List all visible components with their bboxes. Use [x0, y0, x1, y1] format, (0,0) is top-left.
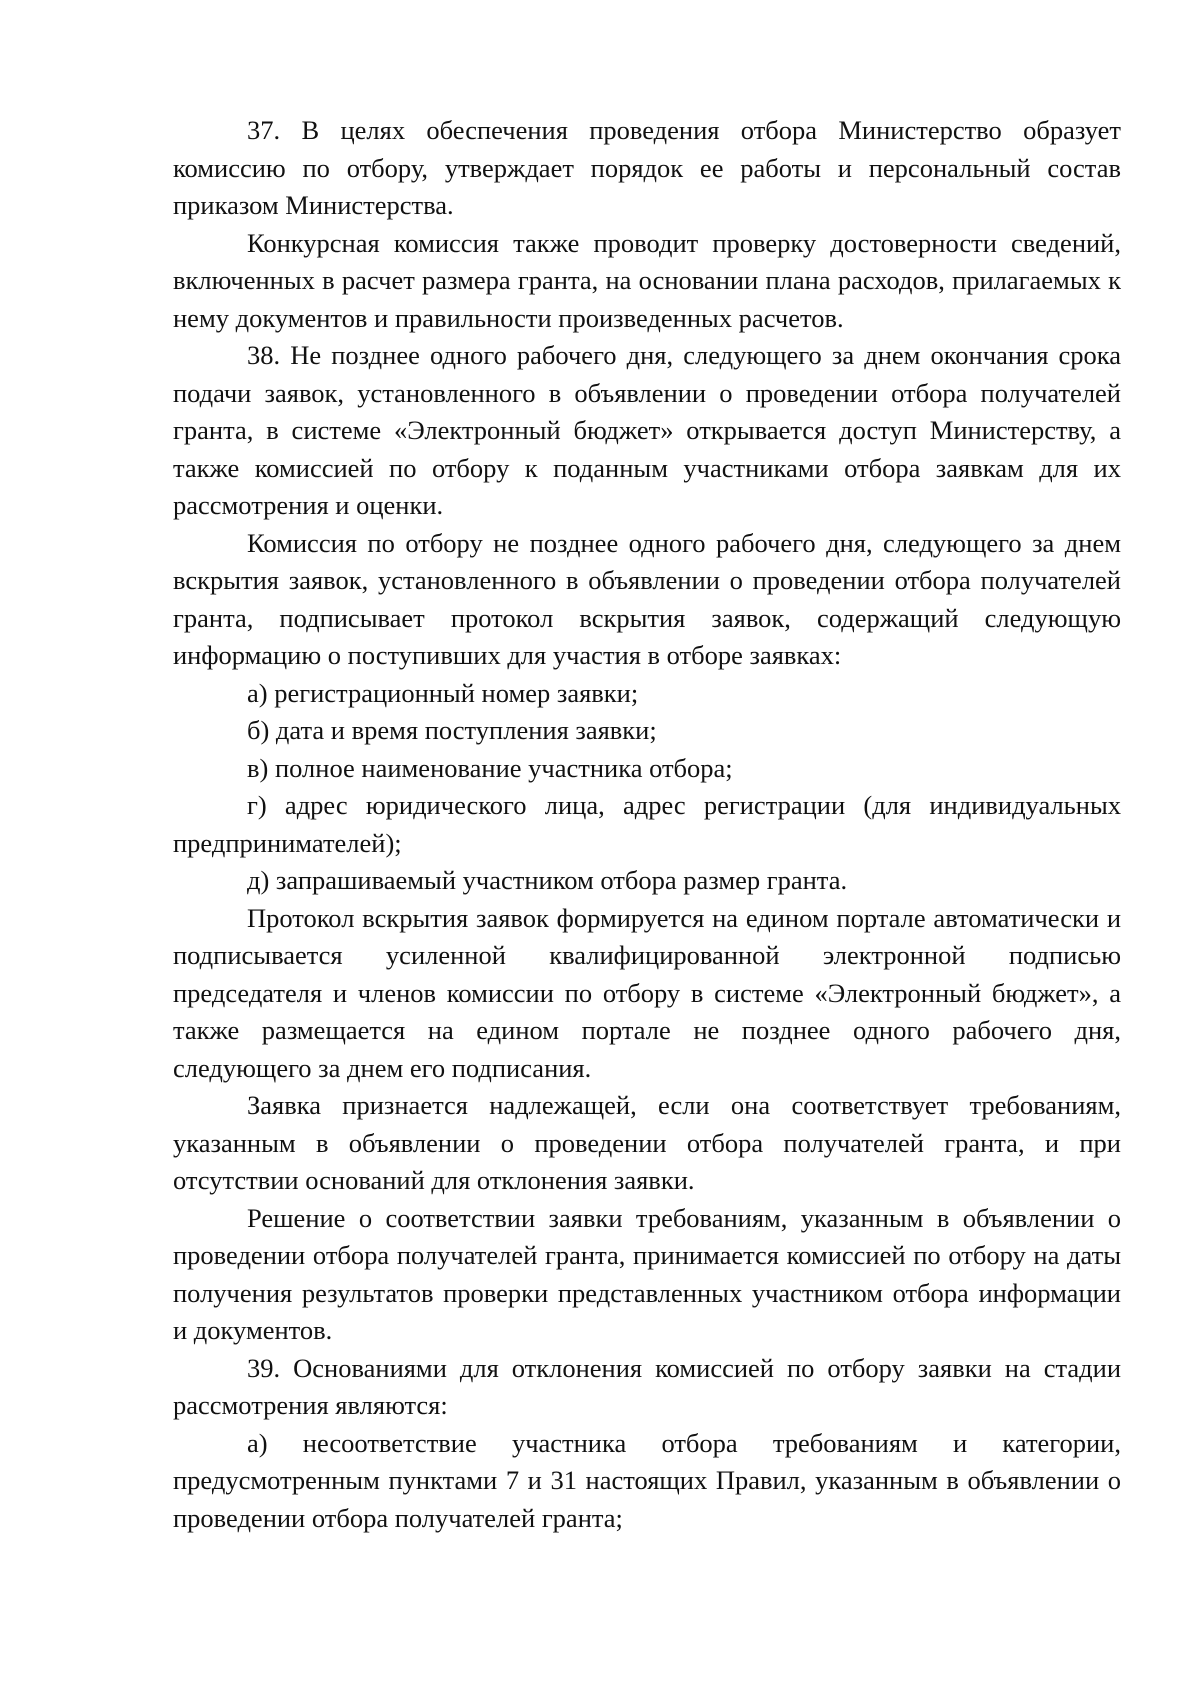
paragraph-application-proper: Заявка признается надлежащей, если она соответствует требованиям, указанным в объявлении о проведении отбора получателей гранта, и при отсутствии оснований для отклонения заявки. [173, 1090, 1121, 1195]
document-page [173, 112, 1121, 1537]
list-item-v: в) полное наименование участника отбора; [247, 752, 733, 783]
list-item-b: б) дата и время поступления заявки; [247, 715, 657, 745]
paragraph-38: 38. Не позднее одного рабочего дня, следующего за днем окончания срока подачи заявок, установленного в объявлении о проведении отбора получателей гранта, в системе «Электронный бюджет» открывается доступ Министерству, а также комиссией по отбору к поданным участниками отбора заявкам для их рассмотрения и оценки. [173, 340, 1121, 520]
paragraph-protocol-formation: Протокол вскрытия заявок формируется на едином портале автоматически и подписывается усиленной квалифицированной электронной подписью председателя и членов комиссии по отбору в системе «Электронный бюджет», а также размещается на едином портале не позднее одного рабочего дня, следующего за днем его подписания. [173, 902, 1121, 1083]
paragraph-37: 37. В целях обеспечения проведения отбора Министерство образует комиссию по отбору, утверждает порядок ее работы и персональный состав приказом Министерства. [173, 115, 1121, 220]
list-item-a: а) регистрационный номер заявки; [247, 677, 639, 708]
list-item-39-a: а) несоответствие участника отбора требованиям и категории, предусмотренным пунктами 7 и 31 настоящих Правил, указанным в объявлении о проведении отбора получателей гранта; [173, 1427, 1121, 1533]
paragraph-39: 39. Основаниями для отклонения комиссией по отбору заявки на стадии рассмотрения являются: [173, 1352, 1121, 1420]
paragraph-commission-check: Конкурсная комиссия также проводит проверку достоверности сведений, включенных в расчет размера гранта, на основании плана расходов, прилагаемых к нему документов и правильности произведенных расчетов. [173, 227, 1121, 333]
list-item-d: д) запрашиваемый участником отбора размер гранта. [247, 865, 848, 895]
paragraph-compliance-decision: Решение о соответствии заявки требованиям, указанным в объявлении о проведении отбора получателей гранта, принимается комиссией по отбору на даты получения результатов проверки представленных участником отбора информации и документов. [173, 1202, 1121, 1345]
list-item-g: г) адрес юридического лица, адрес регистрации (для индивидуальных предпринимателей); [173, 790, 1121, 858]
paragraph-protocol-signing: Комиссия по отбору не позднее одного рабочего дня, следующего за днем вскрытия заявок, установленного в объявлении о проведении отбора получателей гранта, подписывает протокол вскрытия заявок, содержащий следующую информацию о поступивших для участия в отборе заявках: [173, 527, 1121, 670]
